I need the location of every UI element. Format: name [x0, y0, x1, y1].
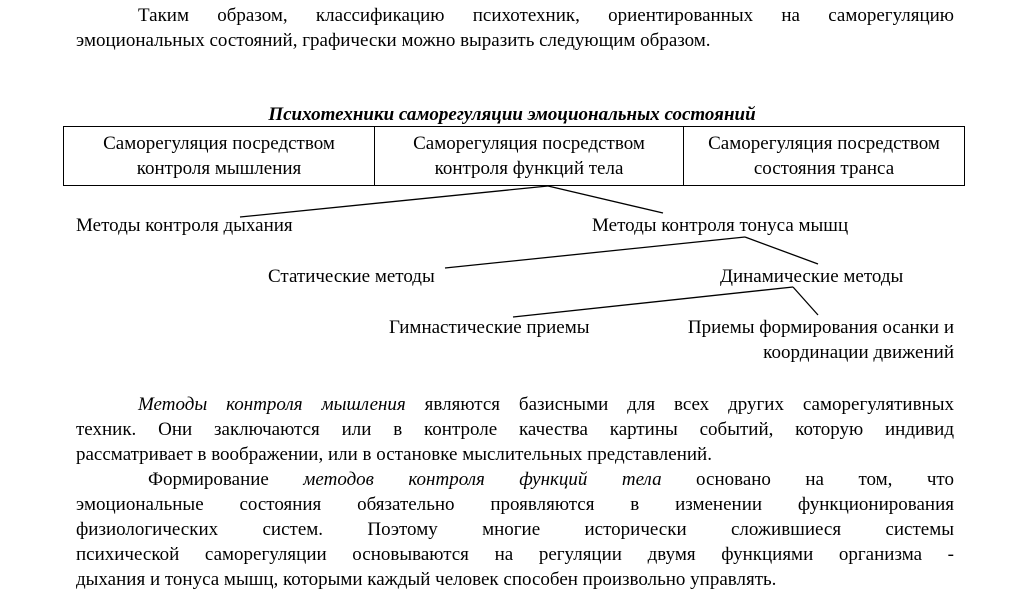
box-thinking-line-2: контроля мышления: [136, 158, 302, 179]
para1-line-1: [76, 392, 954, 417]
box-trance-line-1: Саморегуляция посредством: [708, 133, 940, 154]
para1-term: Методы контроля мышления: [138, 394, 406, 415]
para2-line-1: [76, 467, 954, 492]
para2-line-3: физиологических систем. Поэтому многие исторически сложившиеся системы: [76, 519, 954, 540]
label-dynamic-methods: Динамические методы: [720, 266, 904, 287]
para1-line-2: техник. Они заключаются или в контроле качества картины событий, которую индивид: [76, 419, 954, 440]
paragraph-thinking-methods: [76, 392, 954, 467]
intro-line-1: Таким образом, классификацию психотехник, ориентированных на саморегуляцию: [138, 5, 954, 26]
label-muscle-tone-methods: Методы контроля тонуса мышц: [592, 215, 849, 236]
label-posture-line-1: Приемы формирования осанки и: [687, 317, 954, 338]
para2-line-2: эмоциональные состояния обязательно проявляются в изменении функционирования: [76, 494, 954, 515]
para1-line-3: рассматривает в воображении, или в остановке мыслительных представлений.: [76, 444, 712, 465]
connector-body-to-muscle: [548, 186, 663, 213]
box-body-line-1: Саморегуляция посредством: [413, 133, 645, 154]
connector-muscle-to-dynamic: [745, 237, 818, 264]
diagram-title: Психотехники саморегуляции эмоциональных состояний: [268, 104, 756, 125]
label-posture-techniques: [688, 315, 954, 365]
box-body-line-2: контроля функций тела: [434, 158, 624, 179]
para2-lead: Формирование: [148, 469, 304, 490]
box-thinking-line-1: Саморегуляция посредством: [103, 133, 335, 154]
box-trance-line-2: состояния транса: [753, 158, 895, 179]
intro-line-2: эмоциональных состояний, графически можно выразить следующим образом.: [76, 30, 711, 51]
para2-line-5: дыхания и тонуса мышц, которыми каждый человек способен произвольно управлять.: [76, 569, 777, 590]
label-posture-line-2: координации движений: [763, 342, 954, 363]
label-gymnastic-techniques: Гимнастические приемы: [389, 317, 590, 338]
label-static-methods: Статические методы: [268, 266, 435, 287]
para2-term: методов контроля функций тела: [303, 469, 662, 490]
para2-line-1-rest: основано на том, что: [661, 469, 954, 490]
para2-line-4: психической саморегуляции основываются на регуляции двумя функциями организма -: [76, 544, 954, 565]
para1-line-1-rest: являются базисными для всех других саморегулятивных: [405, 394, 954, 415]
connector-dynamic-to-gymnastic: [513, 287, 793, 317]
paragraph-body-methods: [76, 467, 954, 592]
label-breathing-methods: Методы контроля дыхания: [76, 215, 293, 236]
connector-dynamic-to-posture: [793, 287, 818, 315]
connector-muscle-to-static: [445, 237, 745, 268]
